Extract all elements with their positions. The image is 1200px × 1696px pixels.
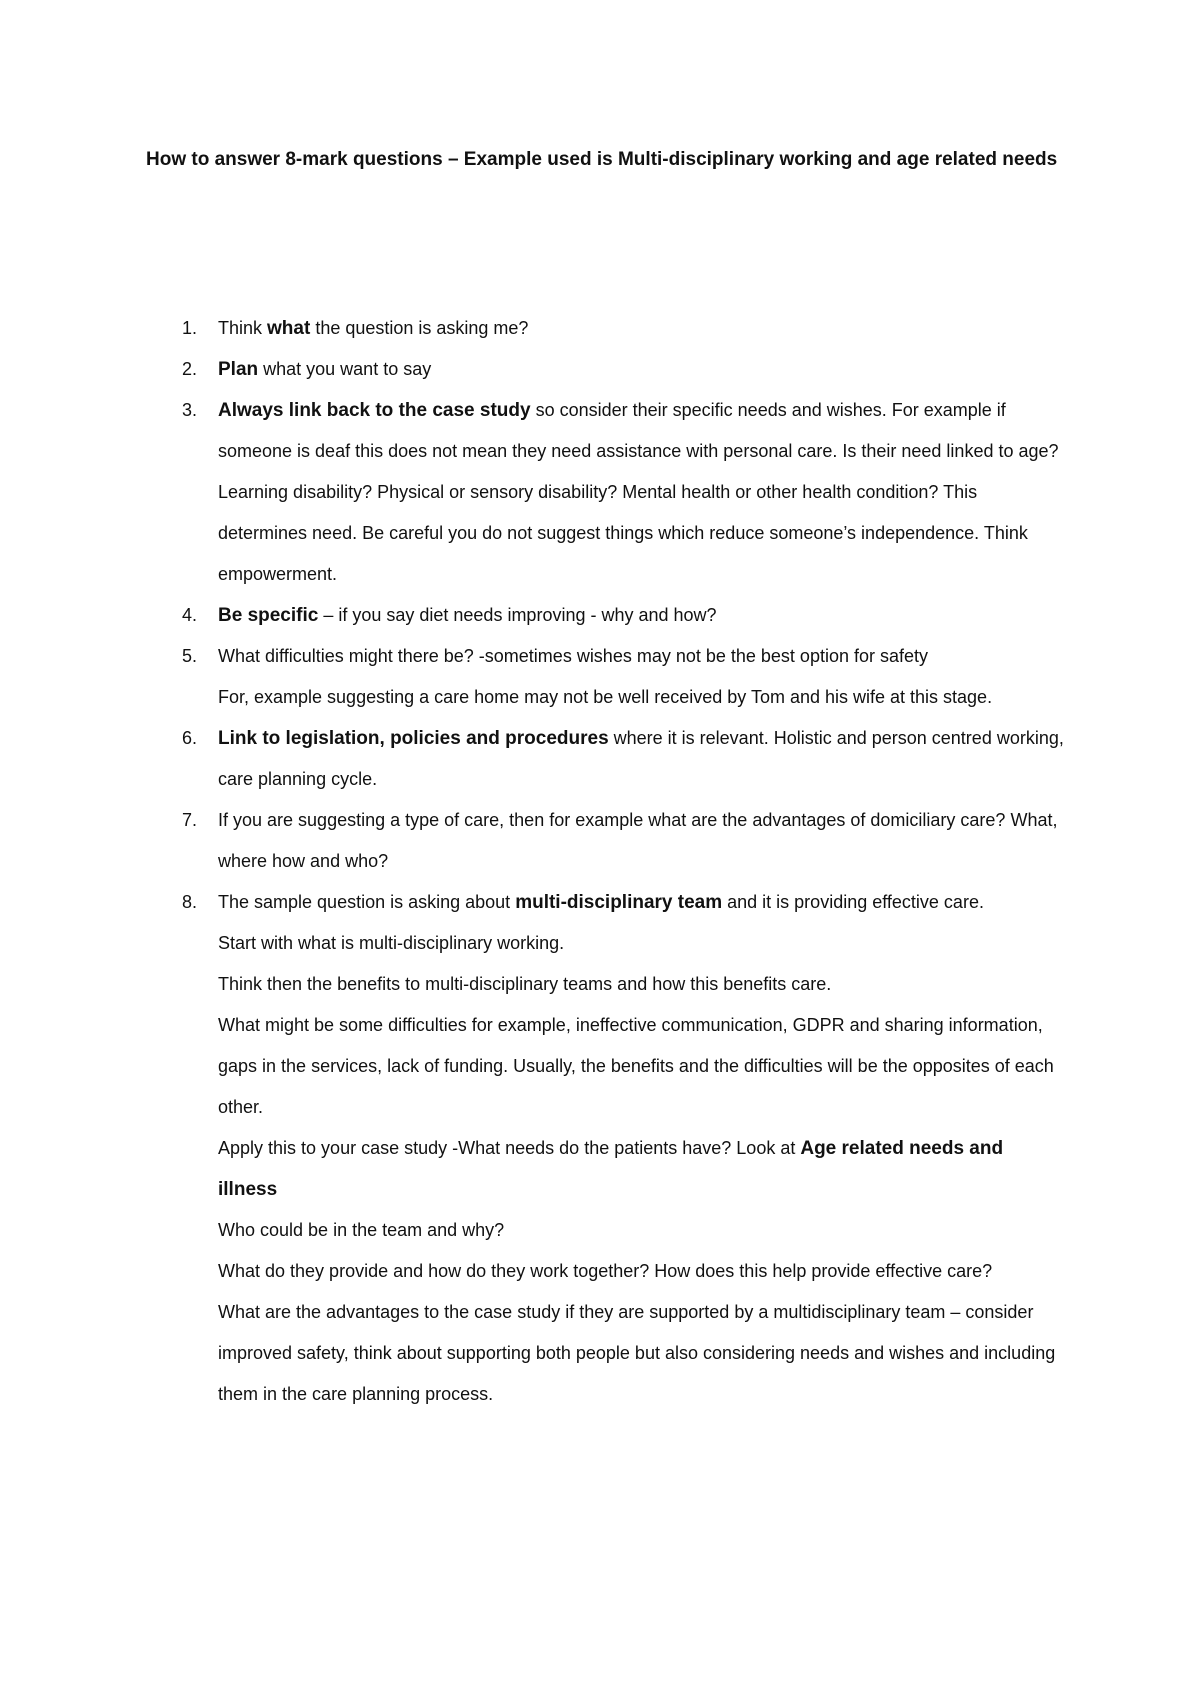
list-number: 6. bbox=[182, 728, 198, 748]
list-item bbox=[146, 800, 1066, 882]
list-paragraph: Who could be in the team and why? bbox=[218, 1220, 505, 1240]
list-number: 7. bbox=[182, 810, 198, 830]
list-paragraph: What might be some difficulties for example, ineffective communication, GDPR and sharing information, gaps in the services, lack of funding. Usually, the benefits and the difficulties will be the opposites of each other. bbox=[218, 1015, 1054, 1117]
list-text: Think what the question is asking me? bbox=[218, 318, 529, 339]
list-paragraph: Start with what is multi-disciplinary working. bbox=[218, 933, 565, 953]
list-paragraph: What are the advantages to the case study if they are supported by a multidisciplinary team – consider improved safety, think about supporting both people but also considering needs and wishes and including them in the care planning process. bbox=[218, 1302, 1056, 1404]
list-number: 2. bbox=[182, 359, 198, 379]
list-number: 3. bbox=[182, 400, 198, 420]
list-paragraph: What do they provide and how do they work together? How does this help provide effective care? bbox=[218, 1261, 993, 1281]
list-number: 8. bbox=[182, 892, 198, 912]
list-item bbox=[146, 390, 1066, 595]
list-item bbox=[146, 349, 1066, 390]
list-text: The sample question is asking about multi-disciplinary team and it is providing effective care. bbox=[218, 892, 984, 913]
list-text: Link to legislation, policies and procedures where it is relevant. Holistic and person centred working, care planning cycle. bbox=[218, 728, 1064, 789]
list-number: 4. bbox=[182, 605, 198, 625]
list-text: Be specific – if you say diet needs improving - why and how? bbox=[218, 605, 717, 626]
list-number: 5. bbox=[182, 646, 198, 666]
list-text: For, example suggesting a care home may not be well received by Tom and his wife at this stage. bbox=[218, 687, 993, 707]
list-item bbox=[146, 636, 1066, 718]
document-title: How to answer 8-mark questions – Example used is Multi-disciplinary working and age related needs bbox=[146, 149, 1058, 170]
list-paragraph: Apply this to your case study -What needs do the patients have? Look at Age related needs and illness bbox=[218, 1138, 1004, 1200]
numbered-list bbox=[146, 308, 1066, 1415]
list-text: If you are suggesting a type of care, then for example what are the advantages of domiciliary care? What, where how and who? bbox=[218, 810, 1058, 871]
list-item bbox=[146, 882, 1066, 1415]
list-paragraph: Think then the benefits to multi-disciplinary teams and how this benefits care. bbox=[218, 974, 832, 994]
list-item bbox=[146, 308, 1066, 349]
list-text: Plan what you want to say bbox=[218, 359, 432, 380]
list-text: Always link back to the case study so consider their specific needs and wishes. For example if someone is deaf this does not mean they need assistance with personal care. Is their need linked to age? Learning disability? Physical or sensory disability? Mental health or other health condition? This determines need. Be careful you do not suggest things which reduce someone’s independence. Think empowerment. bbox=[218, 400, 1059, 584]
list-item bbox=[146, 595, 1066, 636]
list-number: 1. bbox=[182, 318, 198, 338]
list-text: What difficulties might there be? -sometimes wishes may not be the best option for safety bbox=[218, 646, 929, 666]
list-item bbox=[146, 718, 1066, 800]
